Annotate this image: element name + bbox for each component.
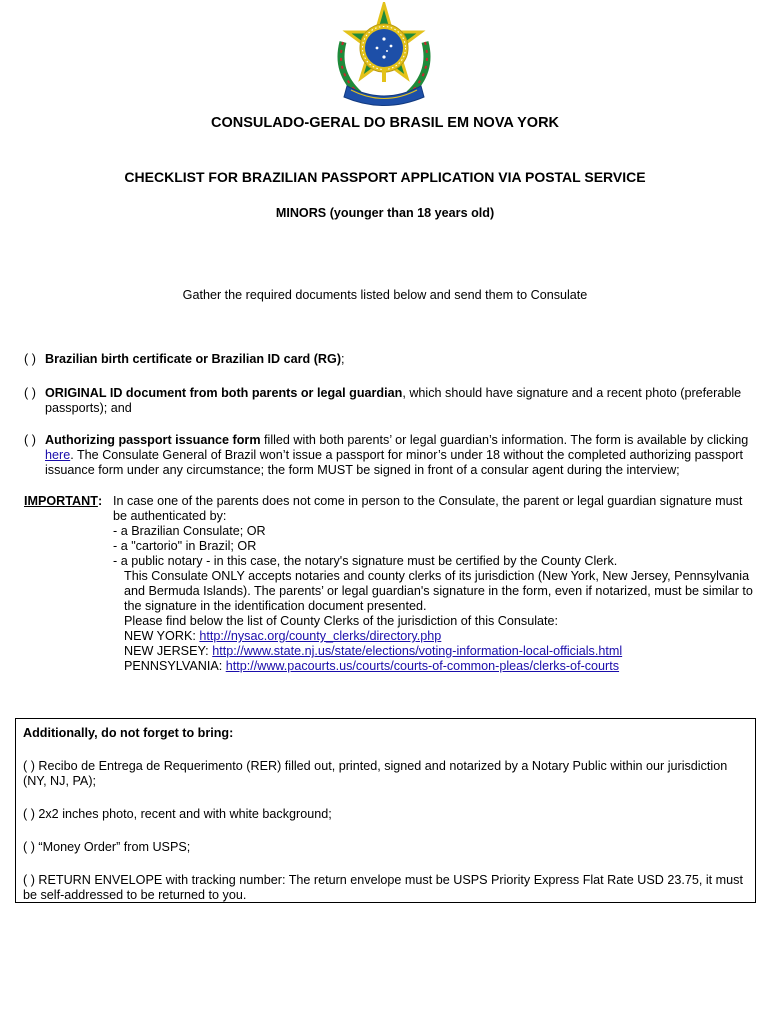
clerk-row-new-jersey [113,644,753,659]
coat-of-arms-of-brazil-icon [329,2,439,110]
page-subtitle [0,206,770,221]
clerk-state: NEW YORK: [124,629,200,643]
clerk-link-pennsylvania[interactable]: http://www.pacourts.us/courts/courts-of-common-pleas/clerks-of-courts [225,659,620,673]
item-bold-text: Brazilian birth certificate or Brazilian ID card (RG) [45,352,342,366]
additional-item-return-envelope: ( ) RETURN ENVELOPE with tracking number: The return envelope must be USPS Priority Express Flat Rate USD 23.75, it must be self-addressed to be returned to you. [23,873,743,902]
checkbox-mark: ( ) [24,386,36,400]
additional-items-box [15,718,756,903]
subtitle-minors: MINORS [275,206,327,220]
checklist-item-authorizing-form [24,433,752,478]
important-colon: : [98,494,103,508]
clerk-row-new-york [113,629,753,644]
item-text-continued: . The Consulate General of Brazil won’t issue a passport for minor’s under 18 without the completed authorizing passport issuance form under any circumstance; the form MUST be signed in front of a consular agent during the interview; [45,448,743,477]
checkbox-mark: ( ) [24,433,36,447]
consulate-name: CONSULADO-GERAL DO BRASIL EM NOVA YORK [210,115,560,131]
item-text: ; [341,352,345,366]
additional-item-rer: ( ) Recibo de Entrega de Requerimento (RER) filled out, printed, signed and notarized by a Notary Public within our jurisdiction (NY, NJ, PA); [23,759,728,788]
important-label: IMPORTANT [24,494,98,508]
additional-heading: Additionally, do not forget to bring: [23,726,234,740]
intro-text: Gather the required documents listed below and send them to Consulate [182,288,588,302]
item-text: filled with both parents’ or legal guardian’s information. The form is available by clicking [260,433,749,447]
clerk-state: NEW JERSEY: [124,644,213,658]
item-text: , which should have signature and a recent photo (preferable passports); and [45,386,742,415]
subtitle-age: (younger than 18 years old) [326,206,495,220]
item-bold-text: Authorizing passport issuance form [45,433,261,447]
clerk-state: PENNSYLVANIA: [124,659,226,673]
authentication-option: - a "cartorio" in Brazil; OR [113,539,257,553]
authentication-option: - a public notary - in this case, the notary's signature must be certified by the County Clerk. [113,554,618,568]
authentication-option: - a Brazilian Consulate; OR [113,524,266,538]
clerk-row-pennsylvania [113,659,753,674]
item-bold-text: ORIGINAL ID document from both parents or legal guardian [45,386,403,400]
checklist-item-parents-id [24,386,752,416]
form-here-link[interactable]: here [45,448,71,462]
checkbox-mark: ( ) [24,352,36,366]
clerks-list-intro: Please find below the list of County Clerks of the jurisdiction of this Consulate: [124,614,559,628]
clerk-link-new-jersey[interactable]: http://www.state.nj.us/state/elections/voting-information-local-officials.html [212,644,623,658]
checklist-item-birth-certificate [24,352,752,367]
jurisdiction-note: This Consulate ONLY accepts notaries and county clerks of its jurisdiction (New York, New Jersey, Pennsylvania and Bermuda Islands). The parents’ or legal guardian's signature in the form, even if notarized, must be similar to the signature in the identification document presented. [124,569,753,613]
coat-of-arms-graphic [329,2,439,110]
important-intro: In case one of the parents does not come in person to the Consulate, the parent or legal guardian signature must be authenticated by: [113,494,743,523]
clerk-link-new-york[interactable]: http://nysac.org/county_clerks/directory.php [199,629,442,643]
important-body [113,494,753,674]
additional-item-photo: ( ) 2x2 inches photo, recent and with white background; [23,807,332,821]
additional-item-money-order: ( ) “Money Order” from USPS; [23,840,191,854]
page-title: CHECKLIST FOR BRAZILIAN PASSPORT APPLICATION VIA POSTAL SERVICE [124,169,646,185]
